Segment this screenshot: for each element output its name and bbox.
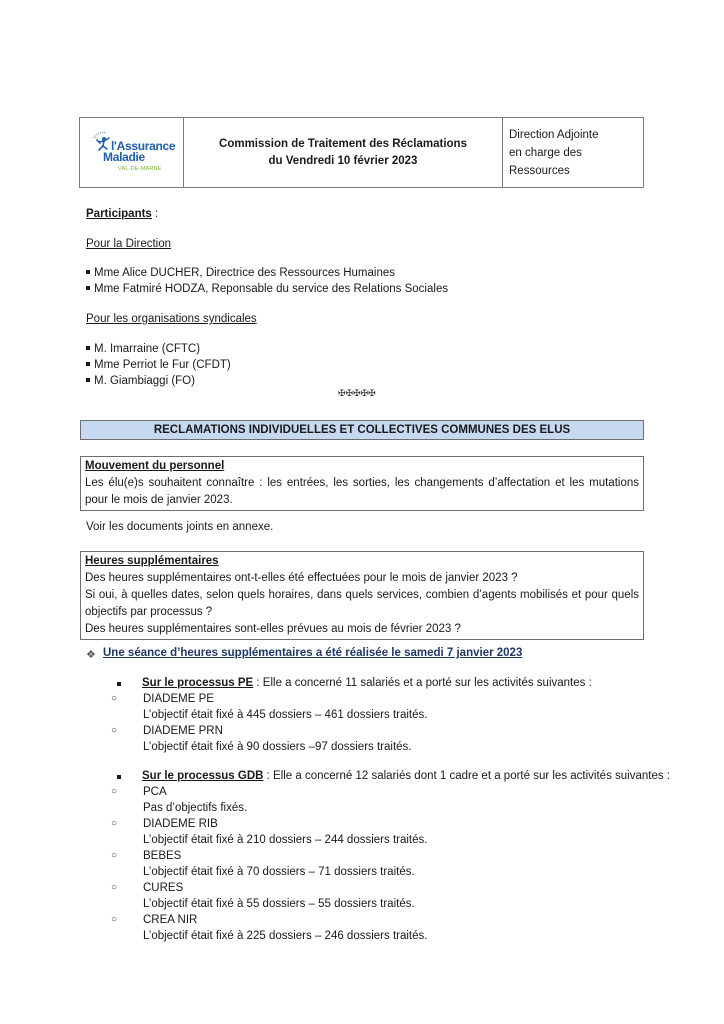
unions-heading: Pour les organisations syndicales [86, 313, 257, 325]
section-separator-icon: ✠✠✠✠✠ [338, 388, 376, 398]
circle-bullet-icon: ○ [111, 850, 118, 861]
direction-member-text: Mme Alice DUCHER, Directrice des Ressources Humaines [94, 267, 395, 279]
union-member [86, 373, 195, 390]
seance-title: Une séance d’heures supplémentaires a été réalisée le samedi 7 janvier 2023 [103, 647, 523, 659]
mouvement-title: Mouvement du personnel [85, 460, 225, 472]
activity-name: DIADEME RIB [143, 818, 218, 830]
doc-title-line2: du Vendredi 10 février 2023 [268, 154, 418, 167]
logo-region: VAL-DE-MARNE [118, 166, 162, 172]
header-table [79, 117, 644, 188]
circle-bullet-icon: ○ [111, 725, 118, 736]
direction-member-text: Mme Fatmiré HODZA, Reponsable du service des Relations Sociales [94, 283, 449, 295]
activity-name: CURES [143, 882, 184, 894]
assurance-maladie-logo [89, 130, 179, 180]
square-bullet-icon [86, 286, 90, 290]
activity-detail: L’objectif était fixé à 90 dossiers –97 dossiers traités. [143, 741, 412, 753]
mouvement-box [80, 456, 644, 511]
process-pe-line [113, 675, 592, 692]
circle-bullet-icon: ○ [111, 693, 118, 704]
union-member-text: M. Imarraine (CFTC) [94, 343, 201, 355]
heures-title: Heures supplémentaires [85, 555, 219, 567]
square-bullet-icon [117, 775, 121, 779]
mouvement-answer: Voir les documents joints en annexe. [86, 521, 274, 533]
heures-box [80, 551, 644, 640]
circle-bullet-icon: ○ [111, 882, 118, 893]
logo-figure-icon [91, 130, 113, 152]
union-member [86, 341, 200, 358]
activity-name: CREA NIR [143, 914, 198, 926]
title-cell [184, 118, 503, 187]
circle-bullet-icon: ○ [111, 914, 118, 925]
activity-name: DIADEME PRN [143, 725, 223, 737]
direction-heading: Pour la Direction [86, 238, 172, 250]
activity-detail: L’objectif était fixé à 225 dossiers – 246 dossiers traités. [143, 930, 428, 942]
logo-line2: Maladie [103, 150, 145, 164]
direction-member [86, 281, 448, 298]
square-bullet-icon [86, 270, 90, 274]
department-line2: en charge des Ressources [509, 146, 582, 177]
mouvement-text: Les élu(e)s souhaitent connaître : les entrées, les sorties, les changements d’affectation et les mutations pour le mois de janvier 2023. [85, 477, 639, 506]
department-cell [503, 118, 643, 187]
heures-question-1: Des heures supplémentaires ont-t-elles été effectuées pour le mois de janvier 2023 ? [85, 572, 518, 584]
process-gdb-label: Sur le processus GDB [142, 770, 264, 782]
heures-question-2: Si oui, à quelles dates, selon quels horaires, dans quels services, combien d’agents mobilisés et pour quels objectifs par processus ? [85, 589, 639, 618]
square-bullet-icon [86, 346, 90, 350]
activity-name: PCA [143, 786, 167, 798]
activity-detail: L’objectif était fixé à 70 dossiers – 71 dossiers traités. [143, 866, 415, 878]
union-member-text: Mme Perriot le Fur (CFDT) [94, 359, 231, 371]
activity-name: DIADEME PE [143, 693, 214, 705]
participants-heading-suffix: : [151, 208, 159, 220]
activity-name: BEBES [143, 850, 182, 862]
circle-bullet-icon: ○ [111, 818, 118, 829]
process-gdb-text: : Elle a concerné 12 salariés dont 1 cadre et a porté sur les activités suivantes : [263, 770, 670, 782]
activity-detail: L’objectif était fixé à 55 dossiers – 55 dossiers traités. [143, 898, 415, 910]
participants-heading [86, 206, 158, 223]
logo-line1: l'Assurance [111, 139, 176, 153]
process-pe-label: Sur le processus PE [142, 677, 254, 689]
square-bullet-icon [86, 378, 90, 382]
direction-member [86, 265, 395, 282]
union-member [86, 357, 231, 374]
process-pe-text: : Elle a concerné 11 salariés et a porté sur les activités suivantes : [253, 677, 592, 689]
section-title-band: RECLAMATIONS INDIVIDUELLES ET COLLECTIVES COMMUNES DES ELUS [80, 420, 644, 440]
participants-heading-text: Participants [86, 208, 152, 220]
heures-question-3: Des heures supplémentaires sont-elles prévues au mois de février 2023 ? [85, 623, 461, 635]
logo-cell [80, 118, 184, 187]
process-gdb-line [113, 768, 670, 785]
activity-detail: L’objectif était fixé à 210 dossiers – 244 dossiers traités. [143, 834, 428, 846]
square-bullet-icon [117, 682, 121, 686]
activity-detail: Pas d’objectifs fixés. [143, 802, 248, 814]
department-line1: Direction Adjointe [509, 128, 599, 141]
circle-bullet-icon: ○ [111, 786, 118, 797]
activity-detail: L’objectif était fixé à 445 dossiers – 461 dossiers traités. [143, 709, 428, 721]
square-bullet-icon [86, 362, 90, 366]
union-member-text: M. Giambiaggi (FO) [94, 375, 195, 387]
diamond-bullet-icon: ❖ [86, 649, 96, 661]
doc-title-line1: Commission de Traitement des Réclamations [219, 137, 467, 150]
